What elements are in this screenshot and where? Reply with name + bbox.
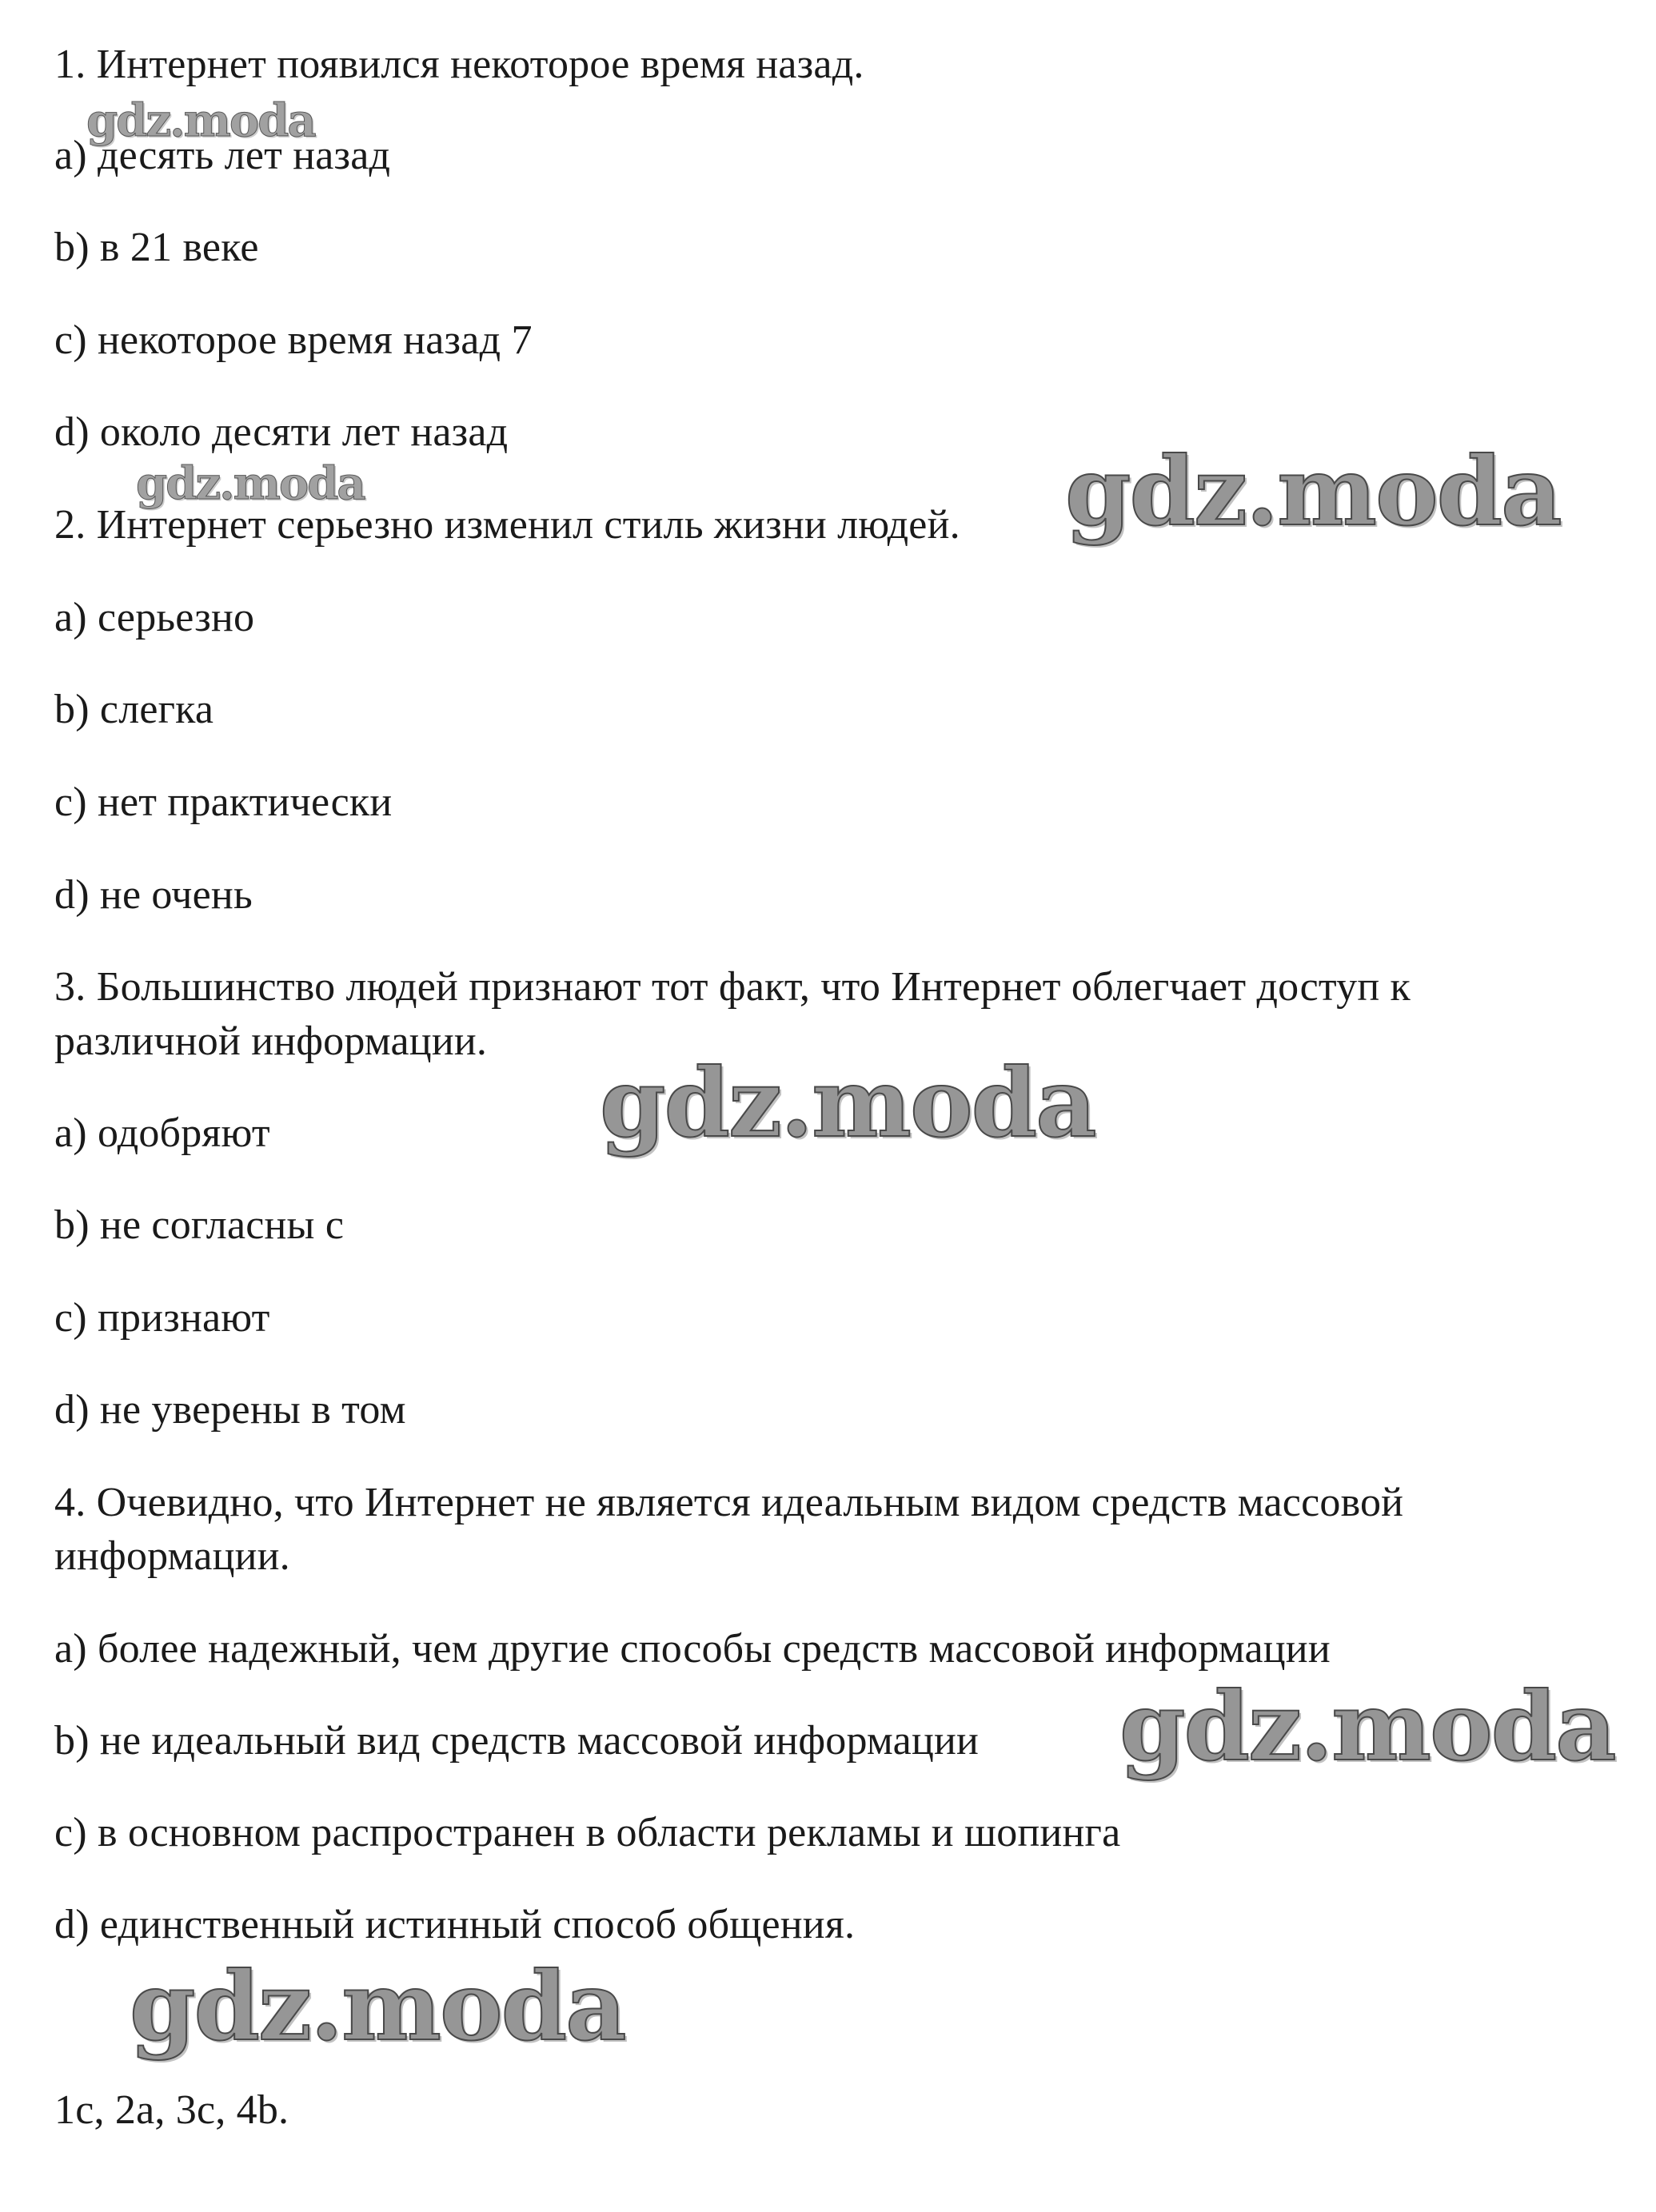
answer-key: 1с, 2а, 3с, 4b. bbox=[54, 2087, 289, 2133]
question-3-option-d: d) не уверены в том bbox=[54, 1387, 406, 1433]
question-3-option-a: а) одобряют bbox=[54, 1110, 270, 1156]
question-1-option-d: d) около десяти лет назад bbox=[54, 409, 509, 455]
watermark-logo: gdz.moda bbox=[600, 1047, 1095, 1158]
question-2-stem: 2. Интернет серьезно изменил стиль жизни людей. bbox=[54, 502, 960, 548]
question-4-option-a: а) более надежный, чем другие способы средств массовой информации bbox=[54, 1626, 1331, 1672]
question-4-option-d: d) единственный истинный способ общения. bbox=[54, 1902, 856, 1947]
watermark-logo: gdz.moda bbox=[86, 94, 315, 147]
question-2-option-d: d) не очень bbox=[54, 872, 253, 918]
question-4-option-b: b) не идеальный вид средств массовой информации bbox=[54, 1718, 980, 1764]
question-4-stem-line-2: информации. bbox=[54, 1533, 290, 1579]
question-2-option-a: а) серьезно bbox=[54, 595, 255, 640]
question-4-option-c: с) в основном распространен в области рекламы и шопинга bbox=[54, 1810, 1121, 1855]
question-2-option-b: b) слегка bbox=[54, 687, 214, 732]
question-3-option-c: с) признают bbox=[54, 1295, 270, 1341]
question-2-option-c: с) нет практически bbox=[54, 779, 393, 825]
watermark-logo: gdz.moda bbox=[1065, 436, 1561, 547]
question-1-stem: 1. Интернет появился некоторое время назад. bbox=[54, 42, 864, 87]
watermark-logo: gdz.moda bbox=[136, 457, 365, 510]
question-3-option-b: b) не согласны с bbox=[54, 1202, 345, 1248]
watermark-logo: gdz.moda bbox=[1119, 1671, 1615, 1782]
question-3-stem-line-1: 3. Большинство людей признают тот факт, что Интернет облегчает доступ к bbox=[54, 964, 1411, 1010]
question-4-stem-line-1: 4. Очевидно, что Интернет не является идеальным видом средств массовой bbox=[54, 1480, 1404, 1525]
watermark-logo: gdz.moda bbox=[130, 1951, 625, 2062]
question-1-option-c: с) некоторое время назад 7 bbox=[54, 317, 533, 363]
question-3-stem-line-2: различной информации. bbox=[54, 1018, 488, 1064]
question-1-option-b: b) в 21 веке bbox=[54, 225, 259, 270]
question-1-option-a: а) десять лет назад bbox=[54, 133, 391, 178]
